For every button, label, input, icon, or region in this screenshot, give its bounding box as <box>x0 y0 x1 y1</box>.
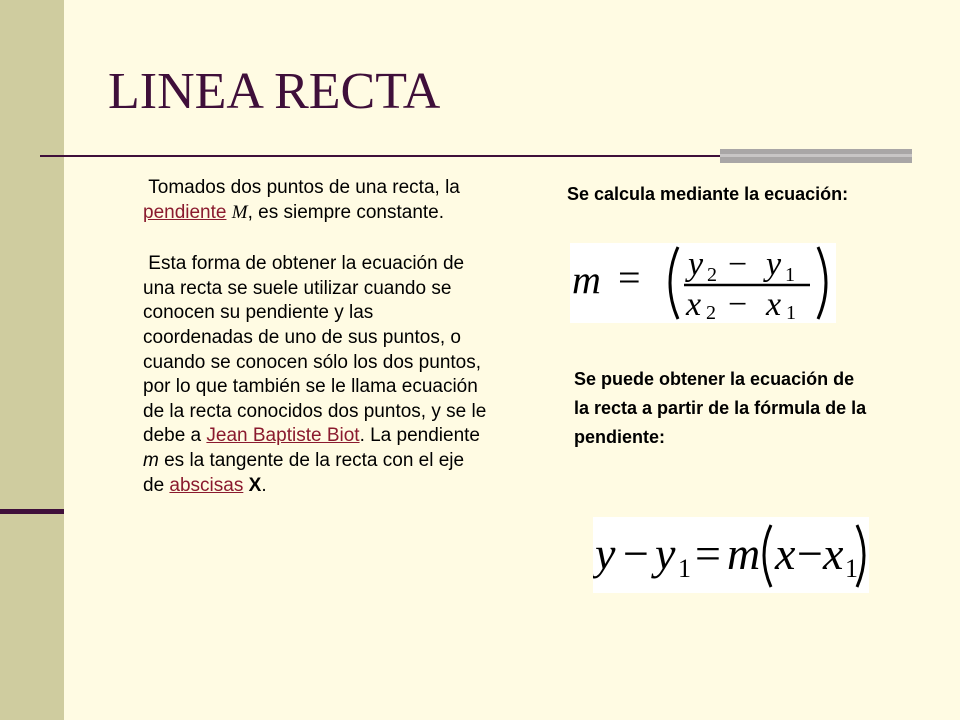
point-slope-formula-image <box>593 517 869 593</box>
formula-m-2: m <box>727 528 761 579</box>
point-slope-formula <box>593 517 869 593</box>
numerator-y2-sub: 2 <box>707 264 717 286</box>
paragraph-text: es la tangente de la recta con el eje de <box>143 449 465 496</box>
slope-variable: m <box>143 449 159 471</box>
pendiente-link[interactable]: pendiente <box>143 201 227 223</box>
abscisas-link[interactable]: abscisas <box>169 474 244 496</box>
formula-minus-2: − <box>797 528 823 579</box>
side-accent-mark <box>0 509 64 514</box>
denominator-minus: − <box>728 286 748 323</box>
title-divider-accent <box>720 149 912 163</box>
numerator-y1: y <box>766 246 782 283</box>
numerator-minus: − <box>728 246 748 283</box>
left-text-block <box>143 176 488 498</box>
left-paren-2 <box>764 525 771 587</box>
point-slope-paragraph: Se puede obtener la ecuación de la recta a partir de la fórmula de la pendiente: <box>574 369 867 447</box>
slide-title: LINEA RECTA <box>108 63 441 120</box>
formula-y1: y <box>655 528 676 579</box>
formula-equals: = <box>618 255 641 300</box>
axis-x-label: X <box>248 474 262 496</box>
denominator-x2-sub: 2 <box>706 302 716 323</box>
formula-x1: x <box>823 528 844 579</box>
paragraph-text: Esta forma de obtener la ecuación de una recta se suele utilizar cuando se conocen su pendiente y las coordenadas de uno de sus puntos, o cuando se conocen sólo los dos puntos, por lo que también se le llama ecuación de la recta conocidos dos puntos, y se le debe a <box>143 253 487 447</box>
paragraph-definition <box>143 176 488 225</box>
formula-equals-2: = <box>695 528 721 579</box>
paragraph-explanation <box>143 252 488 498</box>
paragraph-text: , es siempre constante. <box>247 201 445 223</box>
denominator-x2: x <box>686 286 702 323</box>
denominator-x1-sub: 1 <box>786 302 796 323</box>
paragraph-text: . <box>261 474 267 496</box>
left-paren <box>670 247 678 319</box>
formula-x: x <box>775 528 796 579</box>
formula-m: m <box>572 257 601 302</box>
paragraph-text: . La pendiente <box>359 425 481 447</box>
formula-y: y <box>595 528 616 579</box>
formula-x1-sub: 1 <box>845 554 858 583</box>
slope-symbol: M <box>231 201 248 223</box>
formula-heading: Se calcula mediante la ecuación: <box>567 184 849 204</box>
jean-baptiste-biot-link[interactable]: Jean Baptiste Biot <box>206 425 360 447</box>
formula-minus-1: − <box>623 528 649 579</box>
slope-formula <box>570 243 836 323</box>
denominator-x1: x <box>766 286 782 323</box>
paragraph-text: Tomados dos puntos de una recta, la <box>148 177 460 198</box>
side-bar <box>0 0 64 720</box>
right-paren <box>818 247 826 319</box>
slope-formula-image <box>570 243 836 323</box>
right-paren-2 <box>857 525 864 587</box>
formula-y1-sub: 1 <box>678 554 691 583</box>
numerator-y2: y <box>688 246 704 283</box>
numerator-y1-sub: 1 <box>785 264 795 286</box>
